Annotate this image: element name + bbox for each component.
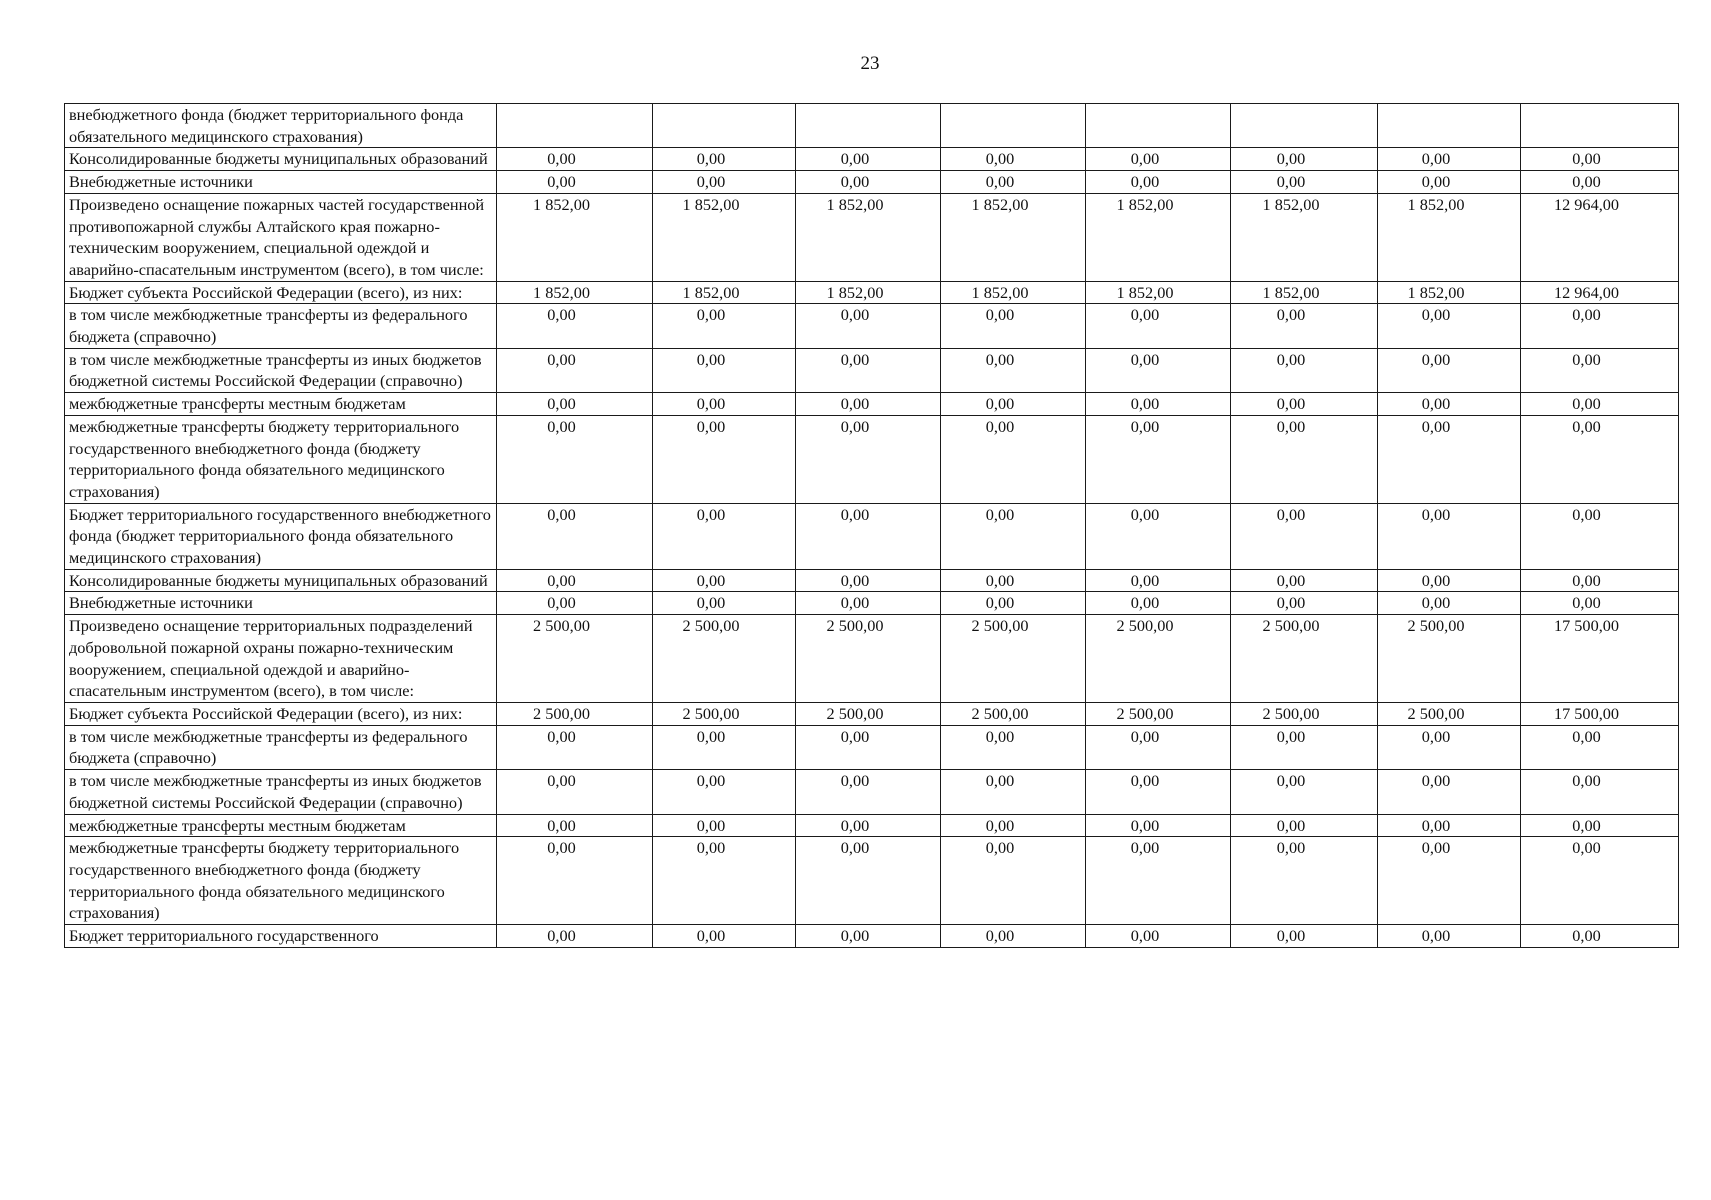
budget-table <box>64 103 1679 948</box>
value-cell: 0,00 <box>1378 393 1521 416</box>
value-cell: 2 500,00 <box>497 702 653 725</box>
value-cell: 0,00 <box>941 925 1086 948</box>
value-cell: 2 500,00 <box>1086 615 1231 703</box>
value-cell: 0,00 <box>653 770 796 814</box>
value-cell: 0,00 <box>1521 393 1679 416</box>
value-cell: 1 852,00 <box>941 193 1086 281</box>
value-cell: 0,00 <box>1521 770 1679 814</box>
value-cell: 0,00 <box>1231 837 1378 925</box>
value-cell: 0,00 <box>1231 592 1378 615</box>
value-cell: 0,00 <box>1231 925 1378 948</box>
value-cell: 0,00 <box>1086 415 1231 503</box>
value-cell: 0,00 <box>1378 814 1521 837</box>
value-cell: 2 500,00 <box>1086 702 1231 725</box>
value-cell: 2 500,00 <box>1231 615 1378 703</box>
table-row <box>65 725 1679 769</box>
value-cell: 2 500,00 <box>1378 702 1521 725</box>
value-cell: 0,00 <box>796 925 941 948</box>
value-cell: 0,00 <box>796 725 941 769</box>
value-cell: 0,00 <box>1231 304 1378 348</box>
value-cell: 0,00 <box>941 148 1086 171</box>
value-cell: 0,00 <box>941 837 1086 925</box>
value-cell: 1 852,00 <box>653 193 796 281</box>
value-cell: 0,00 <box>653 393 796 416</box>
table-row <box>65 702 1679 725</box>
value-cell <box>941 104 1086 148</box>
value-cell: 0,00 <box>653 837 796 925</box>
value-cell: 0,00 <box>497 304 653 348</box>
value-cell: 0,00 <box>1521 725 1679 769</box>
value-cell: 1 852,00 <box>497 281 653 304</box>
value-cell: 0,00 <box>1086 814 1231 837</box>
value-cell: 0,00 <box>1378 569 1521 592</box>
value-cell: 2 500,00 <box>941 615 1086 703</box>
value-cell: 2 500,00 <box>796 615 941 703</box>
row-label: Внебюджетные источники <box>65 171 497 194</box>
value-cell: 0,00 <box>1378 171 1521 194</box>
value-cell: 0,00 <box>1086 348 1231 392</box>
value-cell: 0,00 <box>1378 725 1521 769</box>
value-cell <box>1378 104 1521 148</box>
value-cell: 0,00 <box>497 148 653 171</box>
value-cell: 0,00 <box>497 725 653 769</box>
value-cell: 0,00 <box>1086 592 1231 615</box>
value-cell: 0,00 <box>1378 415 1521 503</box>
value-cell: 0,00 <box>1378 304 1521 348</box>
value-cell: 0,00 <box>497 503 653 569</box>
value-cell: 0,00 <box>1521 348 1679 392</box>
table-row <box>65 814 1679 837</box>
value-cell: 1 852,00 <box>497 193 653 281</box>
value-cell: 1 852,00 <box>1378 281 1521 304</box>
value-cell <box>497 104 653 148</box>
value-cell: 0,00 <box>941 569 1086 592</box>
value-cell: 2 500,00 <box>796 702 941 725</box>
value-cell: 0,00 <box>941 415 1086 503</box>
table-row <box>65 569 1679 592</box>
table-row <box>65 193 1679 281</box>
value-cell: 0,00 <box>796 770 941 814</box>
table-row <box>65 837 1679 925</box>
value-cell: 0,00 <box>1378 503 1521 569</box>
value-cell: 0,00 <box>1086 837 1231 925</box>
value-cell: 0,00 <box>1231 148 1378 171</box>
value-cell: 0,00 <box>497 569 653 592</box>
value-cell: 0,00 <box>796 171 941 194</box>
value-cell: 0,00 <box>653 592 796 615</box>
value-cell: 0,00 <box>1231 814 1378 837</box>
table-row <box>65 503 1679 569</box>
value-cell: 12 964,00 <box>1521 281 1679 304</box>
row-label: в том числе межбюджетные трансферты из иных бюджетов бюджетной системы Российской Федерации (справочно) <box>65 348 497 392</box>
table-row <box>65 393 1679 416</box>
value-cell: 0,00 <box>1086 725 1231 769</box>
value-cell: 0,00 <box>796 503 941 569</box>
value-cell: 2 500,00 <box>497 615 653 703</box>
value-cell: 0,00 <box>1521 171 1679 194</box>
value-cell: 0,00 <box>1521 592 1679 615</box>
value-cell: 2 500,00 <box>1231 702 1378 725</box>
value-cell: 0,00 <box>1521 814 1679 837</box>
table-row <box>65 281 1679 304</box>
value-cell: 0,00 <box>653 171 796 194</box>
value-cell: 1 852,00 <box>1378 193 1521 281</box>
value-cell: 0,00 <box>1231 770 1378 814</box>
value-cell: 0,00 <box>1378 348 1521 392</box>
value-cell: 0,00 <box>497 837 653 925</box>
value-cell <box>1231 104 1378 148</box>
value-cell: 0,00 <box>1378 925 1521 948</box>
value-cell <box>1086 104 1231 148</box>
row-label: в том числе межбюджетные трансферты из иных бюджетов бюджетной системы Российской Федерации (справочно) <box>65 770 497 814</box>
value-cell: 0,00 <box>497 393 653 416</box>
row-label: Бюджет субъекта Российской Федерации (всего), из них: <box>65 281 497 304</box>
value-cell: 0,00 <box>1231 171 1378 194</box>
table-row <box>65 104 1679 148</box>
value-cell: 0,00 <box>796 304 941 348</box>
value-cell: 0,00 <box>653 348 796 392</box>
table-row <box>65 171 1679 194</box>
value-cell: 12 964,00 <box>1521 193 1679 281</box>
value-cell: 1 852,00 <box>1086 193 1231 281</box>
row-label: Произведено оснащение пожарных частей государственной противопожарной службы Алтайского края пожарно-техническим вооружением, специальной одеждой и аварийно-спасательным инструментом (всего), в том числе: <box>65 193 497 281</box>
value-cell: 0,00 <box>796 814 941 837</box>
value-cell: 2 500,00 <box>941 702 1086 725</box>
table-body <box>65 104 1679 948</box>
value-cell: 2 500,00 <box>653 702 796 725</box>
value-cell <box>653 104 796 148</box>
value-cell: 0,00 <box>1521 837 1679 925</box>
page-number: 23 <box>860 53 880 74</box>
value-cell: 1 852,00 <box>796 193 941 281</box>
value-cell: 0,00 <box>941 503 1086 569</box>
row-label: в том числе межбюджетные трансферты из федерального бюджета (справочно) <box>65 725 497 769</box>
value-cell: 0,00 <box>1231 725 1378 769</box>
value-cell: 0,00 <box>1231 569 1378 592</box>
value-cell: 0,00 <box>796 348 941 392</box>
value-cell: 0,00 <box>1378 837 1521 925</box>
row-label: в том числе межбюджетные трансферты из федерального бюджета (справочно) <box>65 304 497 348</box>
value-cell: 0,00 <box>497 814 653 837</box>
table-row <box>65 148 1679 171</box>
value-cell: 0,00 <box>1378 770 1521 814</box>
value-cell: 0,00 <box>653 503 796 569</box>
value-cell: 0,00 <box>1231 348 1378 392</box>
value-cell: 0,00 <box>653 925 796 948</box>
row-label: Внебюджетные источники <box>65 592 497 615</box>
value-cell: 2 500,00 <box>1378 615 1521 703</box>
value-cell: 0,00 <box>497 415 653 503</box>
value-cell: 0,00 <box>941 592 1086 615</box>
value-cell: 0,00 <box>941 393 1086 416</box>
value-cell <box>1521 104 1679 148</box>
value-cell: 0,00 <box>1086 304 1231 348</box>
value-cell: 0,00 <box>1231 393 1378 416</box>
value-cell: 0,00 <box>497 925 653 948</box>
value-cell: 1 852,00 <box>653 281 796 304</box>
row-label: Консолидированные бюджеты муниципальных образований <box>65 148 497 171</box>
value-cell: 0,00 <box>941 814 1086 837</box>
value-cell: 0,00 <box>653 725 796 769</box>
row-label: внебюджетного фонда (бюджет территориального фонда обязательного медицинского страхования) <box>65 104 497 148</box>
value-cell: 0,00 <box>653 148 796 171</box>
value-cell: 0,00 <box>653 814 796 837</box>
value-cell: 0,00 <box>497 348 653 392</box>
row-label: межбюджетные трансферты бюджету территориального государственного внебюджетного фонда (бюджету территориального фонда обязательного медицинского страхования) <box>65 415 497 503</box>
value-cell: 1 852,00 <box>1086 281 1231 304</box>
row-label: Произведено оснащение территориальных подразделений добровольной пожарной охраны пожарно-техническим вооружением, специальной одеждой и аварийно-спасательным инструментом (всего), в том числе: <box>65 615 497 703</box>
value-cell: 0,00 <box>497 770 653 814</box>
row-label: Бюджет территориального государственного <box>65 925 497 948</box>
value-cell: 0,00 <box>1378 592 1521 615</box>
value-cell: 0,00 <box>1086 569 1231 592</box>
table-row <box>65 304 1679 348</box>
value-cell: 1 852,00 <box>1231 281 1378 304</box>
value-cell: 0,00 <box>941 725 1086 769</box>
value-cell: 0,00 <box>653 569 796 592</box>
value-cell: 0,00 <box>1521 569 1679 592</box>
value-cell: 0,00 <box>1231 503 1378 569</box>
value-cell: 0,00 <box>796 837 941 925</box>
value-cell: 0,00 <box>1521 415 1679 503</box>
row-label: Консолидированные бюджеты муниципальных образований <box>65 569 497 592</box>
value-cell: 0,00 <box>941 304 1086 348</box>
value-cell: 0,00 <box>796 393 941 416</box>
value-cell: 17 500,00 <box>1521 615 1679 703</box>
value-cell: 0,00 <box>1086 393 1231 416</box>
value-cell: 0,00 <box>1521 503 1679 569</box>
table-row <box>65 615 1679 703</box>
value-cell: 0,00 <box>653 415 796 503</box>
value-cell: 0,00 <box>796 592 941 615</box>
value-cell: 0,00 <box>1521 148 1679 171</box>
row-label: межбюджетные трансферты местным бюджетам <box>65 814 497 837</box>
value-cell: 0,00 <box>941 348 1086 392</box>
value-cell: 0,00 <box>1086 171 1231 194</box>
value-cell: 0,00 <box>1086 925 1231 948</box>
value-cell: 1 852,00 <box>796 281 941 304</box>
value-cell: 0,00 <box>497 592 653 615</box>
table-row <box>65 770 1679 814</box>
value-cell: 0,00 <box>941 770 1086 814</box>
row-label: Бюджет территориального государственного внебюджетного фонда (бюджет территориального фонда обязательного медицинского страхования) <box>65 503 497 569</box>
table-row <box>65 592 1679 615</box>
row-label: Бюджет субъекта Российской Федерации (всего), из них: <box>65 702 497 725</box>
row-label: межбюджетные трансферты бюджету территориального государственного внебюджетного фонда (бюджету территориального фонда обязательного медицинского страхования) <box>65 837 497 925</box>
table-row <box>65 415 1679 503</box>
value-cell: 0,00 <box>1086 503 1231 569</box>
value-cell: 0,00 <box>941 171 1086 194</box>
value-cell: 0,00 <box>1378 148 1521 171</box>
value-cell: 0,00 <box>497 171 653 194</box>
value-cell: 0,00 <box>1521 925 1679 948</box>
value-cell: 2 500,00 <box>653 615 796 703</box>
value-cell: 0,00 <box>796 415 941 503</box>
value-cell: 0,00 <box>653 304 796 348</box>
value-cell <box>796 104 941 148</box>
value-cell: 0,00 <box>1086 770 1231 814</box>
value-cell: 0,00 <box>796 148 941 171</box>
value-cell: 1 852,00 <box>1231 193 1378 281</box>
value-cell: 0,00 <box>1521 304 1679 348</box>
value-cell: 0,00 <box>796 569 941 592</box>
table-row <box>65 348 1679 392</box>
row-label: межбюджетные трансферты местным бюджетам <box>65 393 497 416</box>
value-cell: 0,00 <box>1231 415 1378 503</box>
value-cell: 0,00 <box>1086 148 1231 171</box>
value-cell: 17 500,00 <box>1521 702 1679 725</box>
table-row <box>65 925 1679 948</box>
value-cell: 1 852,00 <box>941 281 1086 304</box>
